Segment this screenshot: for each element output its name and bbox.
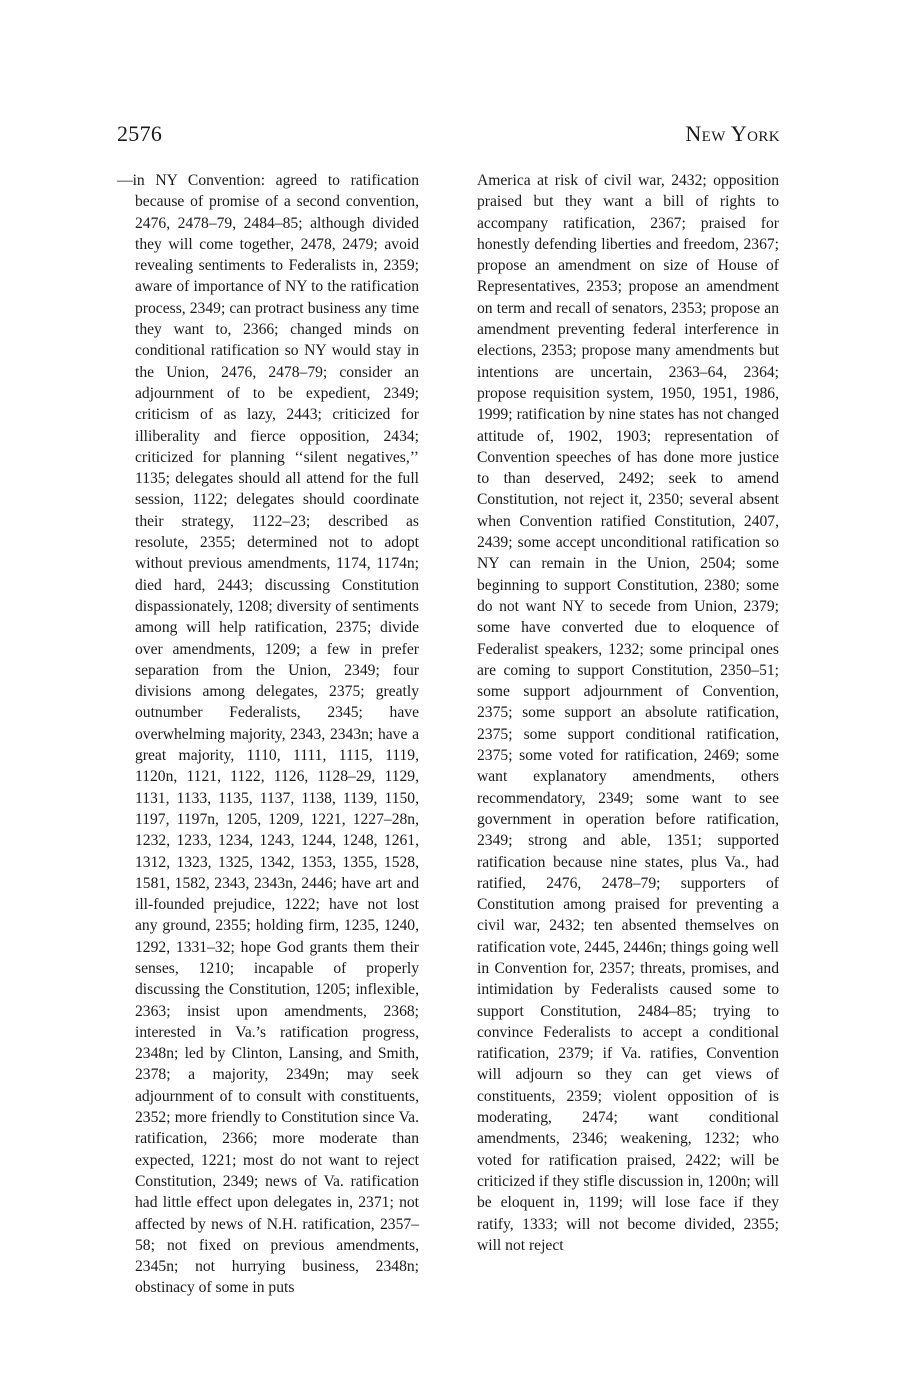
- index-column-left: [117, 170, 419, 1299]
- page-number: 2576: [117, 121, 163, 146]
- index-entry-ny-convention: —in NY Convention: agreed to ratification because of promise of a second convention, 2476, 2478–79, 2484–85; although divided they will come together, 2478, 2479; avoid revealing sentiments to Federalists in, 2359; aware of importance of NY to the ratification process, 2349; can protract business any time they want to, 2366; changed minds on conditional ratification so NY would stay in the Union, 2476, 2478–79; consider an adjournment of to be expedient, 2349; criticism of as lazy, 2443; criticized for illiberality and fierce opposition, 2434; criticized for planning ‘‘silent negatives,’’ 1135; delegates should all attend for the full session, 1122; delegates should coordinate their strategy, 1122–23; described as resolute, 2355; determined not to adopt without previous amendments, 1174, 1174n; died hard, 2443; discussing Constitution dispassionately, 1208; diversity of sentiments among will help ratification, 2375; divide over amendments, 1209; a few in prefer separation from the Union, 2349; four divisions among delegates, 2375; greatly outnumber Federalists, 2345; have overwhelming majority, 2343, 2343n; have a great majority, 1110, 1111, 1115, 1119, 1120n, 1121, 1122, 1126, 1128–29, 1129, 1131, 1133, 1135, 1137, 1138, 1139, 1150, 1197, 1197n, 1205, 1209, 1221, 1227–28n, 1232, 1233, 1234, 1243, 1244, 1248, 1261, 1312, 1323, 1325, 1342, 1353, 1355, 1528, 1581, 1582, 2343, 2343n, 2446; have art and ill-founded prejudice, 1222; have not lost any ground, 2355; holding firm, 1235, 1240, 1292, 1331–32; hope God grants them their senses, 1210; incapable of properly discussing the Constitution, 1205; inflexible, 2363; insist upon amendments, 2368; interested in Va.’s ratification progress, 2348n; led by Clinton, Lansing, and Smith, 2378; a majority, 2349n; may seek adjournment of to consult with constituents, 2352; more friendly to Constitution since Va. ratification, 2366; more moderate than expected, 1221; most do not want to reject Constitution, 2349; news of Va. ratification had little effect upon delegates in, 2371; not affected by news of N.H. ratification, 2357–58; not fixed on previous amendments, 2345n; not hurrying business, 2348n; obstinacy of some in puts: [117, 172, 419, 1297]
- index-column-right: [477, 170, 779, 1256]
- index-entry-continuation: America at risk of civil war, 2432; opposition praised but they want a bill of rights to accompany ratification, 2367; praised for honestly defending liberties and freedom, 2367; propose an amendment on size of House of Representatives, 2353; propose an amendment on term and recall of senators, 2353; propose an amendment preventing federal interference in elections, 2353; propose many amendments but intentions are uncertain, 2363–64, 2364; propose requisition system, 1950, 1951, 1986, 1999; ratification by nine states has not changed attitude of, 1902, 1903; representation of Convention speeches of has done more justice to than deserved, 2492; seek to amend Constitution, not reject it, 2350; several absent when Convention ratified Constitution, 2407, 2439; some accept unconditional ratification so NY can remain in the Union, 2504; some beginning to support Constitution, 2380; some do not want NY to secede from Union, 2379; some have converted due to eloquence of Federalist speakers, 1232; some principal ones are coming to support Constitution, 2350–51; some support adjournment of Convention, 2375; some support an absolute ratification, 2375; some support conditional ratification, 2375; some voted for ratification, 2469; some want explanatory amendments, others recommendatory, 2349; some want to see government in operation before ratification, 2349; strong and able, 1351; supported ratification because nine states, plus Va., had ratified, 2476, 2478–79; supporters of Constitution among praised for preventing a civil war, 2432; ten absented themselves on ratification vote, 2445, 2446n; things going well in Convention for, 2357; threats, promises, and intimidation by Federalists caused some to support Constitution, 2484–85; trying to convince Federalists to accept a conditional ratification, 2379; if Va. ratifies, Convention will adjourn so they can get views of constituents, 2359; violent opposition of is moderating, 2474; want conditional amendments, 2346; weakening, 1232; who voted for ratification praised, 2422; will be criticized if they stifle discussion in, 1200n; will be eloquent in, 1199; will lose face if they ratify, 1333; will not become divided, 2355; will not reject: [477, 172, 779, 1254]
- running-head: New York: [685, 121, 780, 146]
